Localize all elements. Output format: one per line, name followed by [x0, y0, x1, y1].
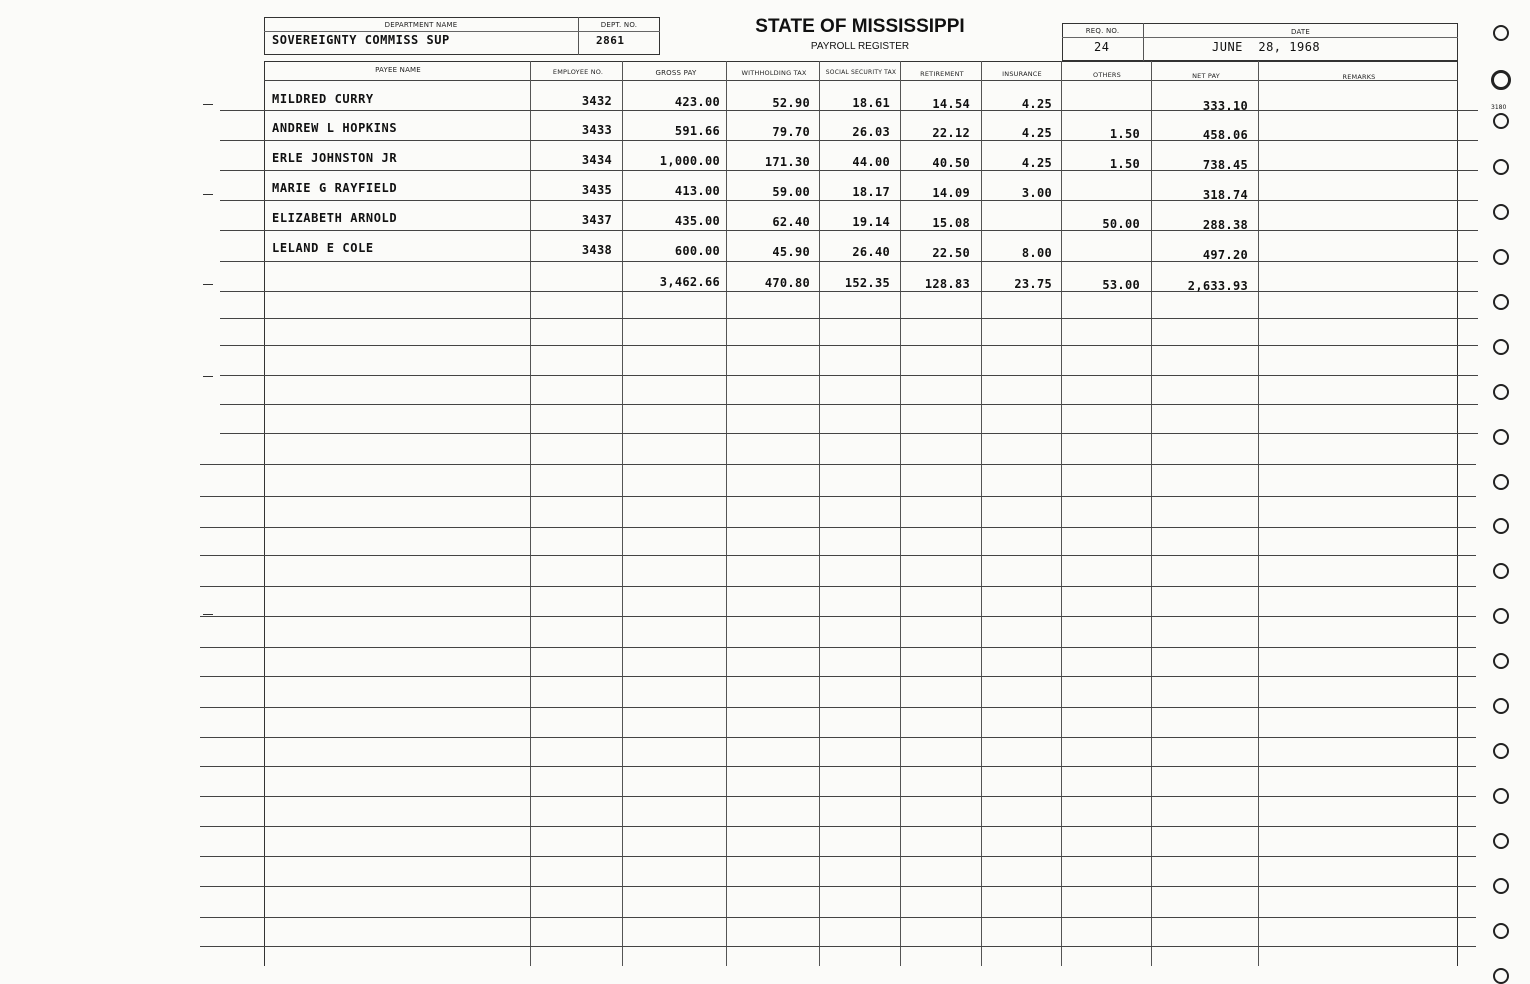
net-pay-cell: 318.74	[1202, 188, 1248, 202]
gross-pay-cell: 435.00	[674, 214, 720, 228]
insurance-cell: 4.25	[1021, 156, 1052, 170]
retirement-cell: 22.50	[932, 246, 970, 260]
tractor-feed-hole	[1493, 159, 1509, 175]
row-rule	[200, 886, 1476, 887]
retirement-cell: 14.09	[932, 186, 970, 200]
form-title: STATE OF MISSISSIPPI	[755, 16, 965, 37]
payee-name-cell: MILDRED CURRY	[272, 92, 374, 106]
tractor-feed-hole	[1493, 25, 1509, 41]
tractor-feed-hole	[1493, 833, 1509, 849]
net-pay-cell: 497.20	[1202, 248, 1248, 262]
gross-pay-cell: 600.00	[674, 244, 720, 258]
dept-no-label: DEPT. NO.	[600, 21, 638, 29]
social-security-tax-cell: 26.03	[852, 125, 890, 139]
tractor-feed-hole	[1493, 518, 1509, 534]
margin-tick	[203, 614, 213, 615]
tractor-feed-hole	[1493, 474, 1509, 490]
margin-tick	[203, 194, 213, 195]
employee-no-cell: 3432	[581, 94, 612, 108]
row-rule	[220, 261, 1478, 262]
total-others: 53.00	[1102, 278, 1140, 292]
employee-no-cell: 3433	[581, 123, 612, 137]
margin-tick	[203, 376, 213, 377]
row-rule	[220, 404, 1478, 405]
row-rule	[200, 796, 1476, 797]
row-rule	[200, 856, 1476, 857]
total-withholding-tax: 470.80	[764, 276, 810, 290]
col-withholding-tax: WITHHOLDING TAX	[741, 69, 807, 77]
row-rule	[200, 946, 1476, 947]
others-cell: 50.00	[1102, 217, 1140, 231]
row-rule	[220, 200, 1478, 201]
retirement-cell: 14.54	[932, 97, 970, 111]
col-employee-no: EMPLOYEE NO.	[552, 68, 604, 76]
social-security-tax-cell: 26.40	[852, 245, 890, 259]
gross-pay-cell: 591.66	[674, 124, 720, 138]
row-rule	[220, 170, 1478, 171]
req-no-value: 24	[1094, 40, 1110, 54]
tractor-feed-hole	[1493, 968, 1509, 984]
insurance-cell: 8.00	[1021, 246, 1052, 260]
gross-pay-cell: 423.00	[674, 95, 720, 109]
row-rule	[200, 464, 1476, 465]
tractor-feed-hole	[1493, 563, 1509, 579]
dept-no-value: 2861	[596, 34, 625, 47]
tractor-feed-hole	[1493, 878, 1509, 894]
row-rule	[220, 230, 1478, 231]
tractor-feed-hole	[1493, 339, 1509, 355]
tractor-feed-hole	[1493, 294, 1509, 310]
withholding-tax-cell: 79.70	[772, 125, 810, 139]
net-pay-cell: 333.10	[1202, 99, 1248, 113]
row-rule	[220, 433, 1478, 434]
total-retirement: 128.83	[924, 277, 970, 291]
retirement-cell: 22.12	[932, 126, 970, 140]
tractor-feed-hole	[1493, 923, 1509, 939]
total-net-pay: 2,633.93	[1187, 279, 1248, 293]
tractor-feed-hole	[1493, 204, 1509, 220]
retirement-cell: 40.50	[932, 156, 970, 170]
row-rule	[220, 291, 1478, 292]
col-payee-name: PAYEE NAME	[375, 66, 421, 74]
tractor-feed-hole	[1493, 249, 1509, 265]
row-rule	[200, 737, 1476, 738]
employee-no-cell: 3438	[581, 243, 612, 257]
col-retirement: RETIREMENT	[920, 70, 964, 78]
date-label: DATE	[1290, 28, 1310, 36]
row-rule	[200, 826, 1476, 827]
col-others: OTHERS	[1093, 71, 1121, 79]
payee-name-cell: ANDREW L HOPKINS	[272, 121, 398, 135]
row-rule	[220, 375, 1478, 376]
retirement-cell: 15.08	[932, 216, 970, 230]
row-rule	[220, 110, 1478, 111]
row-rule	[200, 555, 1476, 556]
tractor-feed-hole	[1493, 429, 1509, 445]
others-cell: 1.50	[1109, 127, 1140, 141]
others-cell: 1.50	[1109, 157, 1140, 171]
department-name-label: DEPARTMENT NAME	[384, 21, 458, 29]
row-rule	[200, 766, 1476, 767]
row-rule	[200, 707, 1476, 708]
withholding-tax-cell: 52.90	[772, 96, 810, 110]
tractor-feed-hole	[1491, 70, 1511, 90]
net-pay-cell: 738.45	[1202, 158, 1248, 172]
col-insurance: INSURANCE	[1002, 70, 1042, 78]
row-rule	[200, 527, 1476, 528]
col-net-pay: NET PAY	[1192, 72, 1220, 80]
tractor-feed-hole	[1493, 653, 1509, 669]
social-security-tax-cell: 18.17	[852, 185, 890, 199]
payee-name-cell: ELIZABETH ARNOLD	[272, 211, 398, 225]
net-pay-cell: 458.06	[1202, 128, 1248, 142]
col-social-security-tax: SOCIAL SECURITY TAX	[825, 69, 897, 76]
margin-tick	[203, 284, 213, 285]
form-subtitle: PAYROLL REGISTER	[810, 41, 910, 52]
employee-no-cell: 3434	[581, 153, 612, 167]
withholding-tax-cell: 171.30	[764, 155, 810, 169]
row-rule	[220, 318, 1478, 319]
insurance-cell: 4.25	[1021, 126, 1052, 140]
margin-tick	[203, 104, 213, 105]
row-rule	[200, 586, 1476, 587]
social-security-tax-cell: 19.14	[852, 215, 890, 229]
total-insurance: 23.75	[1014, 277, 1052, 291]
payee-name-cell: ERLE JOHNSTON JR	[272, 151, 398, 165]
tractor-feed-hole	[1493, 608, 1509, 624]
total-gross-pay: 3,462.66	[659, 275, 720, 289]
employee-no-cell: 3437	[581, 213, 612, 227]
employee-no-cell: 3435	[581, 183, 612, 197]
gross-pay-cell: 1,000.00	[659, 154, 720, 168]
payee-name-cell: LELAND E COLE	[272, 241, 374, 255]
withholding-tax-cell: 59.00	[772, 185, 810, 199]
tractor-feed-hole	[1493, 384, 1509, 400]
req-no-label: REQ. NO.	[1085, 27, 1120, 35]
row-rule	[200, 647, 1476, 648]
payee-name-cell: MARIE G RAYFIELD	[272, 181, 398, 195]
row-rule	[200, 496, 1476, 497]
tractor-feed-hole	[1493, 743, 1509, 759]
tractor-feed-hole	[1493, 788, 1509, 804]
gross-pay-cell: 413.00	[674, 184, 720, 198]
social-security-tax-cell: 44.00	[852, 155, 890, 169]
col-gross-pay: GROSS PAY	[655, 69, 697, 77]
social-security-tax-cell: 18.61	[852, 96, 890, 110]
row-rule	[220, 345, 1478, 346]
department-name-value: SOVEREIGNTY COMMISS SUP	[272, 33, 450, 47]
withholding-tax-cell: 62.40	[772, 215, 810, 229]
net-pay-cell: 288.38	[1202, 218, 1248, 232]
tractor-feed-hole	[1493, 698, 1509, 714]
total-social-security-tax: 152.35	[844, 276, 890, 290]
col-remarks: REMARKS	[1342, 73, 1376, 81]
row-rule	[200, 676, 1476, 677]
withholding-tax-cell: 45.90	[772, 245, 810, 259]
margin-code-text: 3180	[1491, 104, 1507, 111]
row-rule	[200, 616, 1476, 617]
tractor-feed-hole	[1493, 113, 1509, 129]
insurance-cell: 4.25	[1021, 97, 1052, 111]
row-rule	[200, 917, 1476, 918]
date-value: JUNE 28, 1968	[1212, 40, 1321, 54]
row-rule	[220, 140, 1478, 141]
insurance-cell: 3.00	[1021, 186, 1052, 200]
